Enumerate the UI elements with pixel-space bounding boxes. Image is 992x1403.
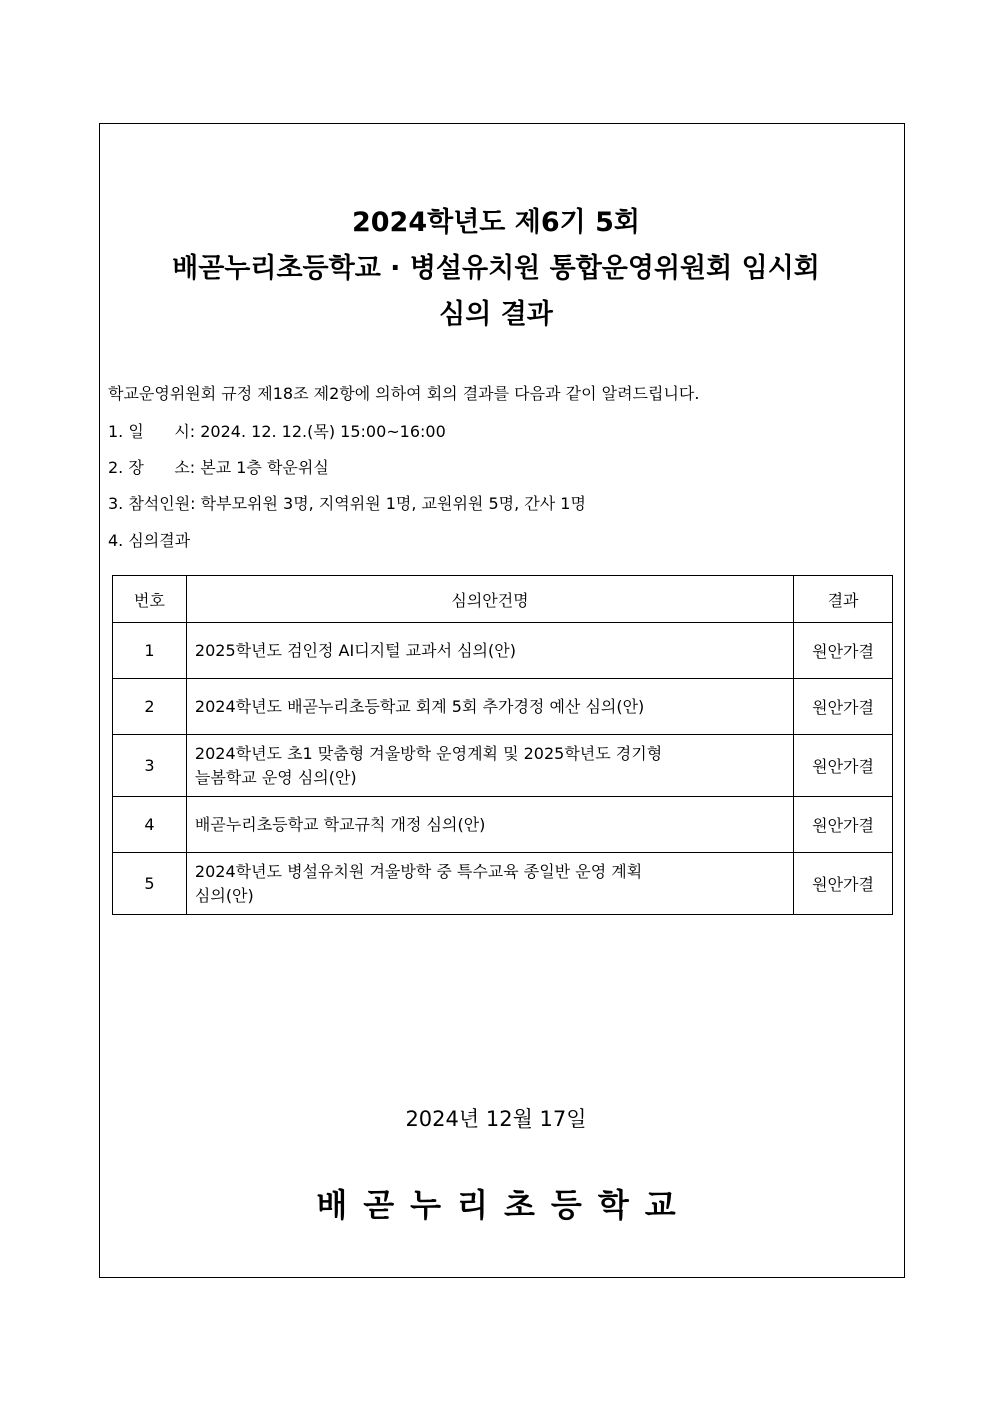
title-line-2: 배곧누리초등학교 · 병설유치원 통합운영위원회 임시회 bbox=[172, 253, 820, 284]
row-num: 4 bbox=[113, 797, 187, 853]
row-num: 3 bbox=[113, 735, 187, 797]
table-header-row bbox=[113, 576, 893, 623]
row-result: 원안가결 bbox=[794, 735, 893, 797]
table-row bbox=[113, 797, 893, 853]
agenda-line: 2024학년도 초1 맞춤형 겨울방학 운영계획 및 2025학년도 경기형 bbox=[194, 743, 663, 763]
table-row bbox=[113, 853, 893, 915]
row-num: 1 bbox=[113, 623, 187, 679]
header-num: 번호 bbox=[113, 576, 187, 623]
school-name: 배곧누리초등학교 bbox=[316, 1186, 692, 1224]
row-result: 원안가결 bbox=[794, 797, 893, 853]
agenda-line: 심의(안) bbox=[194, 885, 254, 905]
row-agenda bbox=[186, 623, 793, 679]
agenda-line: 2024학년도 병설유치원 겨울방학 중 특수교육 종일반 운영 계획 bbox=[194, 861, 643, 881]
agenda-line: 늘봄학교 운영 심의(안) bbox=[194, 767, 357, 787]
header-agenda: 심의안건명 bbox=[186, 576, 793, 623]
results-table bbox=[112, 575, 893, 915]
document-title bbox=[0, 200, 992, 338]
row-result: 원안가결 bbox=[794, 679, 893, 735]
row-agenda bbox=[186, 735, 793, 797]
table-row bbox=[113, 735, 893, 797]
agenda-line: 배곧누리초등학교 학교규칙 개정 심의(안) bbox=[194, 814, 486, 834]
table-row bbox=[113, 679, 893, 735]
document-date: 2024년 12월 17일 bbox=[405, 1107, 587, 1131]
row-num: 2 bbox=[113, 679, 187, 735]
row-num: 5 bbox=[113, 853, 187, 915]
info-results-heading: 4. 심의결과 bbox=[108, 531, 191, 550]
agenda-line: 2025학년도 검인정 AI디지털 교과서 심의(안) bbox=[194, 640, 516, 660]
header-result: 결과 bbox=[794, 576, 893, 623]
row-agenda bbox=[186, 797, 793, 853]
row-result: 원안가결 bbox=[794, 853, 893, 915]
row-result: 원안가결 bbox=[794, 623, 893, 679]
info-attendees: 3. 참석인원: 학부모위원 3명, 지역위원 1명, 교원위원 5명, 간사 1명 bbox=[108, 494, 586, 513]
title-line-1: 2024학년도 제6기 5회 bbox=[351, 207, 640, 238]
row-agenda bbox=[186, 853, 793, 915]
intro-text: 학교운영위원회 규정 제18조 제2항에 의하여 회의 결과를 다음과 같이 알려드립니다. bbox=[108, 384, 700, 403]
info-place: 2. 장 소: 본교 1층 학운위실 bbox=[108, 458, 329, 477]
title-line-3: 심의 결과 bbox=[439, 299, 553, 330]
row-agenda bbox=[186, 679, 793, 735]
table-row bbox=[113, 623, 893, 679]
agenda-line: 2024학년도 배곧누리초등학교 회계 5회 추가경정 예산 심의(안) bbox=[194, 696, 645, 716]
info-datetime: 1. 일 시: 2024. 12. 12.(목) 15:00~16:00 bbox=[108, 422, 446, 441]
